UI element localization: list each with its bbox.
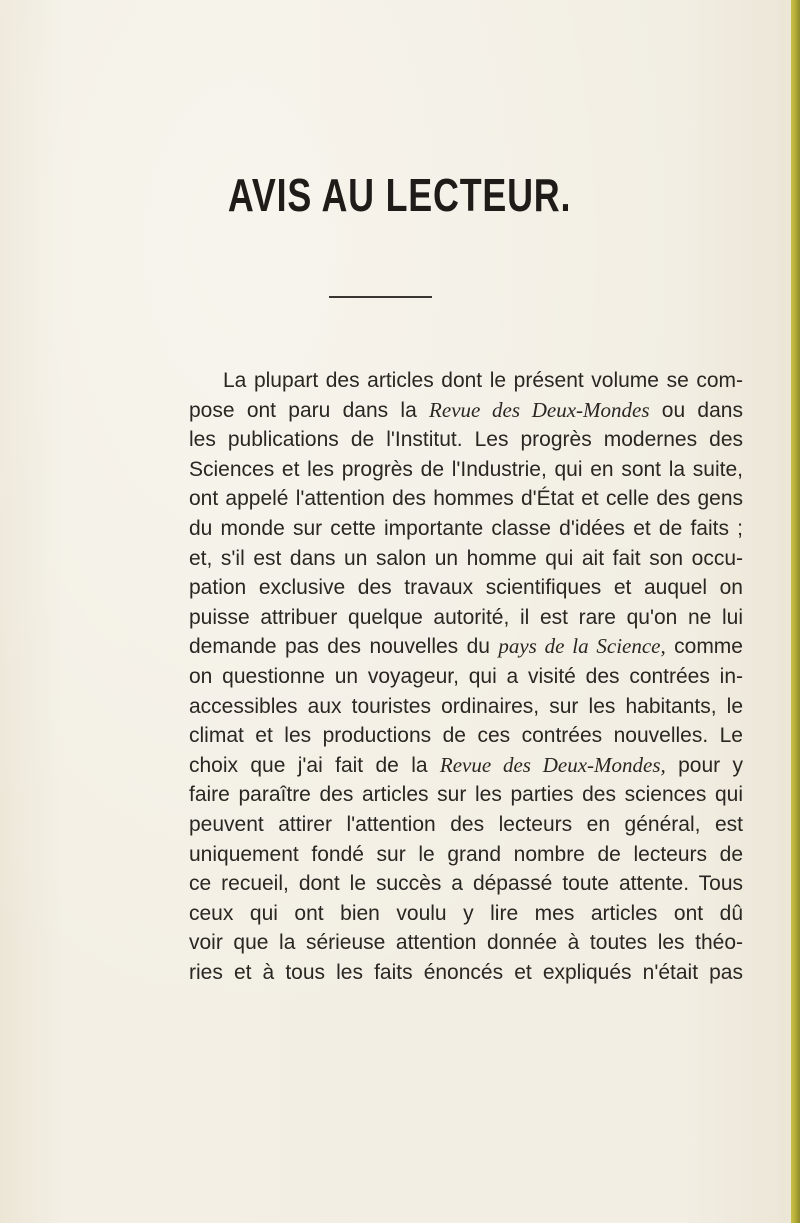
- italic-title: Revue des Deux-Mondes: [429, 397, 650, 422]
- text-line: [189, 632, 743, 662]
- text-line: climat et les productions de ces contrées nouvelles. Le: [189, 724, 743, 748]
- text-segment: ou dans: [649, 398, 743, 422]
- text-line: puisse attribuer quelque autorité, il est rare qu'on ne lui: [189, 605, 743, 629]
- italic-title: Revue des Deux-Mondes,: [439, 752, 666, 777]
- text-line: accessibles aux touristes ordinaires, sur les habitants, le: [189, 694, 743, 718]
- text-segment: pour y: [665, 753, 743, 777]
- text-line: on questionne un voyageur, qui a visité des contrées in-: [189, 664, 743, 688]
- text-segment: choix que j'ai fait de la: [189, 753, 440, 777]
- text-segment: pose ont paru dans la: [189, 398, 430, 422]
- text-line: et, s'il est dans un salon un homme qui ait fait son occu-: [189, 546, 743, 570]
- text-line: Sciences et les progrès de l'Industrie, qui en sont la suite,: [189, 457, 743, 481]
- text-line: ce recueil, dont le succès a dépassé toute attente. Tous: [189, 872, 743, 896]
- title-divider: [329, 296, 432, 298]
- text-line: voir que la sérieuse attention donnée à toutes les théo-: [189, 931, 743, 955]
- text-line: faire paraître des articles sur les parties des sciences qui: [189, 783, 743, 807]
- text-line: peuvent attirer l'attention des lecteurs en général, est: [189, 812, 743, 836]
- text-line: uniquement fondé sur le grand nombre de lecteurs de: [189, 842, 743, 866]
- text-line: les publications de l'Institut. Les progrès modernes des: [189, 428, 743, 452]
- body-text: [189, 366, 743, 987]
- text-line: [189, 751, 743, 781]
- text-line: du monde sur cette importante classe d'idées et de faits ;: [189, 516, 743, 540]
- text-line: ceux qui ont bien voulu y lire mes articles ont dû: [189, 901, 743, 925]
- text-segment: comme: [665, 635, 743, 659]
- text-line: ries et à tous les faits énoncés et expliqués n'était pas: [189, 960, 743, 984]
- text-segment: demande pas des nouvelles du: [189, 635, 499, 659]
- page-title: AVIS AU LECTEUR.: [227, 169, 572, 221]
- text-line: ont appelé l'attention des hommes d'État et celle des gens: [189, 487, 743, 511]
- text-line: [189, 396, 743, 426]
- text-line: pation exclusive des travaux scientifiques et auquel on: [189, 576, 743, 600]
- page-edge: [791, 0, 800, 1223]
- italic-title: pays de la Science,: [498, 634, 666, 659]
- text-line: La plupart des articles dont le présent volume se com-: [223, 369, 743, 392]
